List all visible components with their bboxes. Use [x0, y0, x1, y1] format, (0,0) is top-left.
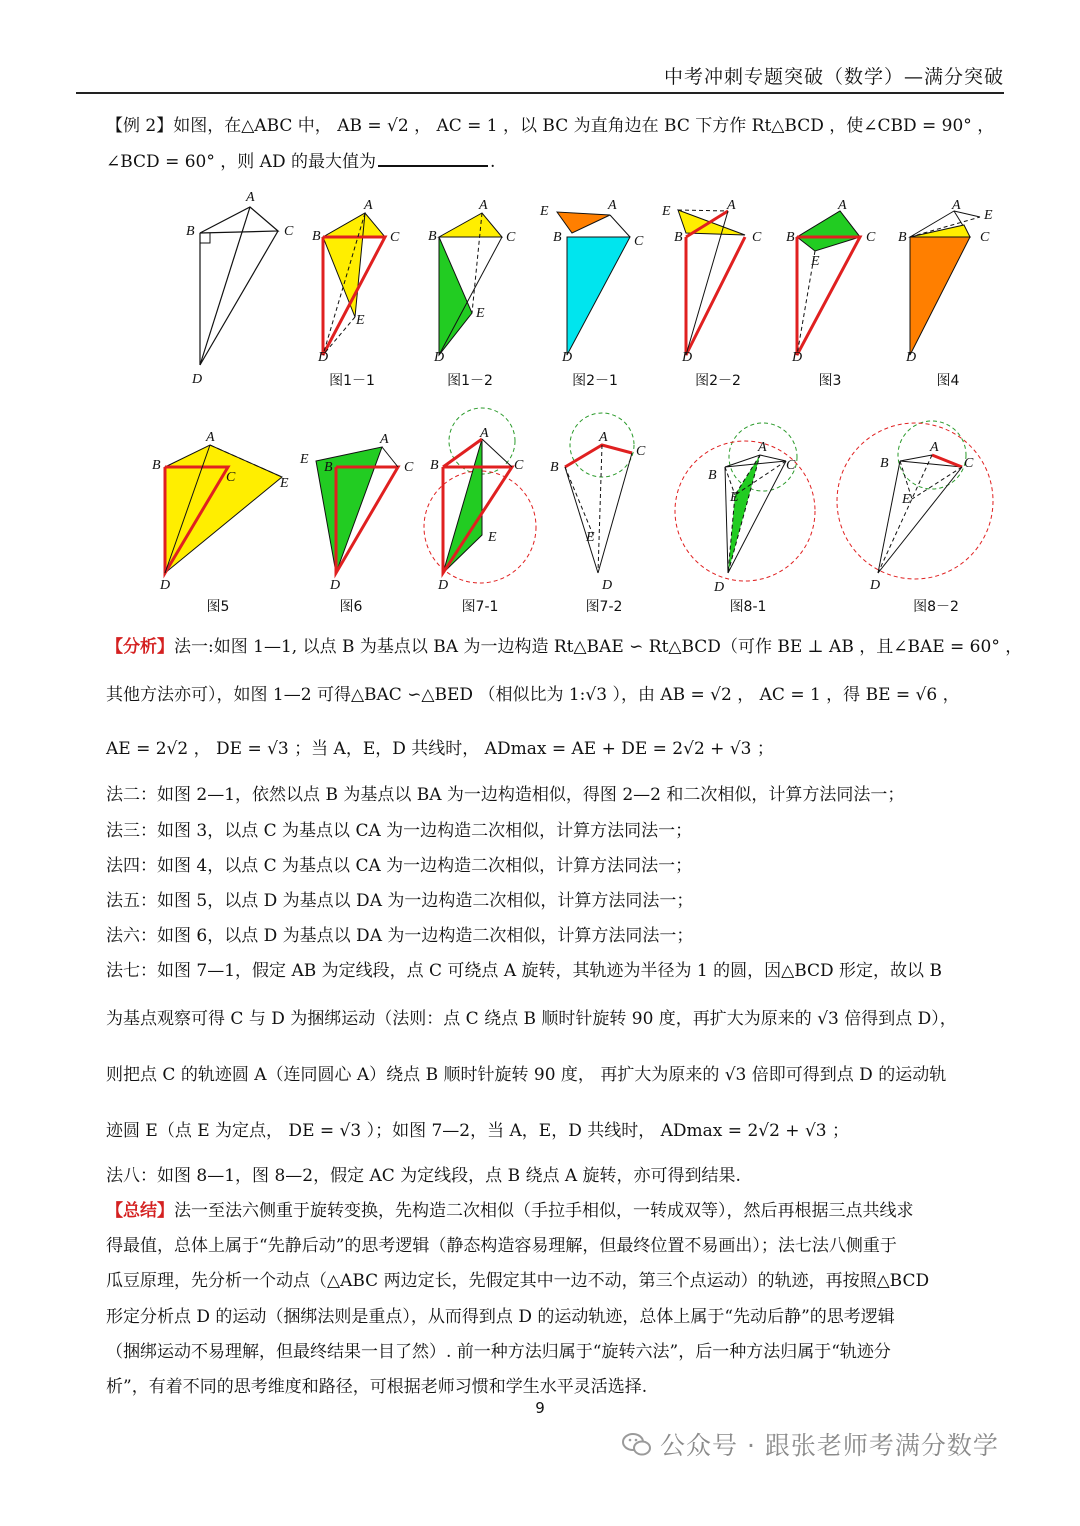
figure-8-2 [837, 421, 993, 593]
svg-text:E: E [280, 476, 289, 491]
svg-text:A: A [838, 198, 847, 213]
analysis-text-1: 法一:如图 1—1, 以点 B 为基点以 BA 为一边构造 Rt△BAE ∽ Rt△BCD（可作 BE ⊥ AB ，且∠BAE = 60° ， [174, 637, 1023, 657]
analysis-line-4: 法二：如图 2—1，依然以点 B 为基点以 BA 为一边构造相似，得图 2—2 和二次相似，计算方法同法一； [106, 785, 905, 805]
analysis-line-10: 为基点观察可得 C 与 D 为捆绑运动（法则：点 C 绕点 B 顺时针旋转 90 度，再扩大为原来的 √3 倍得到点 D）， [106, 1009, 957, 1029]
caption-7-2: 图7-2 [585, 599, 623, 615]
svg-text:A: A [206, 430, 215, 445]
svg-text:B: B [786, 230, 795, 245]
svg-text:D: D [870, 578, 881, 593]
svg-text:A: A [246, 190, 255, 205]
analysis-line-13: 法八：如图 8—1，图 8—2，假定 AC 为定线段，点 B 绕点 A 旋转，亦可得到结果. [106, 1166, 741, 1186]
summary-line-4: 形定分析点 D 的运动（捆绑法则是重点），从而得到点 D 的运动轨迹，总体上属于“先动后静”的思考逻辑 [106, 1307, 895, 1327]
svg-text:E: E [476, 306, 485, 321]
summary-line-5: （捆绑运动不易理解，但最终结果一目了然）. 前一种方法归属于“旋转六法”，后一种方法归属于“轨迹分 [106, 1342, 891, 1362]
figure-5 [152, 430, 289, 593]
svg-text:B: B [550, 460, 559, 475]
caption-3: 图3 [818, 373, 842, 389]
svg-text:D: D [792, 350, 803, 365]
svg-text:D: D [192, 372, 203, 387]
svg-text:C: C [284, 224, 294, 239]
analysis-line-1 [106, 636, 1023, 658]
svg-text:E: E [730, 490, 739, 505]
analysis-line-7: 法五：如图 5，以点 D 为基点以 DA 为一边构造二次相似，计算方法同法一； [106, 891, 694, 911]
svg-text:C: C [964, 456, 974, 471]
svg-text:C: C [980, 230, 990, 245]
svg-text:B: B [430, 458, 439, 473]
answer-blank [378, 149, 488, 167]
svg-text:B: B [428, 229, 437, 244]
svg-text:B: B [186, 224, 195, 239]
svg-text:C: C [390, 230, 400, 245]
figure-1-1 [312, 198, 400, 365]
caption-2-1: 图2－1 [572, 373, 618, 389]
svg-text:B: B [674, 230, 683, 245]
svg-text:A: A [599, 430, 608, 445]
svg-text:A: A [727, 198, 736, 213]
svg-text:B: B [312, 229, 321, 244]
analysis-line-8: 法六：如图 6，以点 D 为基点以 DA 为一边构造二次相似，计算方法同法一； [106, 926, 694, 946]
svg-text:A: A [930, 440, 939, 455]
example-question: ∠BCD = 60° ，则 AD 的最大值为 [106, 152, 376, 172]
figure-1-2 [428, 198, 516, 365]
svg-text:E: E [902, 492, 911, 507]
example-question-end: . [490, 152, 496, 172]
svg-text:D: D [602, 578, 613, 593]
figure-6 [299, 432, 414, 593]
example-line-2 [106, 149, 1010, 173]
svg-text:B: B [708, 468, 717, 483]
svg-text:A: A [758, 440, 767, 455]
analysis-line-6: 法四：如图 4，以点 C 为基点以 CA 为一边构造二次相似，计算方法同法一； [106, 856, 693, 876]
summary-line-1 [106, 1200, 1010, 1222]
svg-text:C: C [634, 234, 644, 249]
svg-text:C: C [404, 460, 414, 475]
svg-text:E: E [540, 204, 549, 219]
caption-6: 图6 [339, 599, 363, 615]
svg-text:D: D [906, 350, 917, 365]
summary-text-1: 法一至法六侧重于旋转变换，先构造二次相似（手拉手相似，一转成双等），然后再根据三点共线求 [174, 1201, 914, 1221]
caption-8-1: 图8-1 [729, 599, 767, 615]
caption-4: 图4 [936, 373, 960, 389]
svg-text:C: C [636, 444, 646, 459]
svg-text:E: E [356, 313, 365, 328]
summary-line-3: 瓜豆原理，先分析一个动点（△ABC 两边定长，先假定其中一边不动，第三个点运动）的轨迹，再按照△BCD [106, 1271, 930, 1291]
caption-5: 图5 [206, 599, 230, 615]
svg-text:D: D [160, 578, 171, 593]
figure-4 [898, 198, 993, 365]
svg-text:D: D [682, 350, 693, 365]
svg-text:C: C [752, 230, 762, 245]
figure-8-1 [675, 423, 815, 595]
svg-text:A: A [364, 198, 373, 213]
figure-2-2 [661, 198, 762, 365]
svg-text:E: E [811, 254, 820, 269]
svg-text:C: C [866, 230, 876, 245]
figures-row-2 [140, 405, 1010, 595]
caption-8-2: 图8－2 [913, 599, 959, 615]
svg-text:C: C [226, 470, 236, 485]
svg-text:D: D [330, 578, 341, 593]
svg-text:E: E [984, 208, 993, 223]
analysis-line-12: 迹圆 E（点 E 为定点， DE = √3 ）；如图 7—2，当 A，E，D 共线时， ADmax = 2√2 + √3 ； [106, 1121, 850, 1141]
svg-text:C: C [786, 458, 796, 473]
analysis-tag: 【分析】 [106, 637, 174, 657]
caption-2-2: 图2－2 [695, 373, 741, 389]
svg-text:A: A [608, 198, 617, 213]
svg-text:C: C [514, 458, 524, 473]
summary-tag: 【总结】 [106, 1201, 174, 1221]
summary-line-2: 得最值，总体上属于“先静后动”的思考逻辑（静态构造容易理解，但最终位置不易画出）；法七法八侧重于 [106, 1236, 897, 1256]
svg-text:B: B [324, 460, 333, 475]
figures-row-1 [180, 185, 1010, 390]
svg-text:D: D [434, 350, 445, 365]
svg-text:B: B [898, 230, 907, 245]
svg-text:B: B [880, 456, 889, 471]
figure-7-2 [550, 413, 646, 593]
svg-text:C: C [506, 230, 516, 245]
analysis-line-5: 法三：如图 3，以点 C 为基点以 CA 为一边构造二次相似，计算方法同法一； [106, 821, 693, 841]
analysis-line-9: 法七：如图 7—1，假定 AB 为定线段，点 C 可绕点 A 旋转，其轨迹为半径为 1 的圆，因△BCD 形定，故以 B [106, 961, 942, 981]
svg-text:E: E [488, 530, 497, 545]
svg-text:D: D [318, 350, 329, 365]
figure-2-1 [539, 198, 644, 365]
analysis-line-3: AE = 2√2 ， DE = √3 ；当 A，E，D 共线时， ADmax = AE + DE = 2√2 + √3 ； [106, 739, 774, 759]
watermark-text: 公众号 · 跟张老师考满分数学 [660, 1431, 999, 1460]
figure-3 [786, 198, 876, 365]
svg-text:D: D [438, 578, 449, 593]
wechat-icon [622, 1432, 652, 1458]
summary-line-6: 析”，有着不同的思考维度和路径，可根据老师习惯和学生水平灵活选择. [106, 1377, 648, 1397]
figure-7-1 [424, 408, 536, 593]
analysis-line-2: 其他方法亦可），如图 1—2 可得△BAC ∽△BED （相似比为 1:√3 ），由 AB = √2 ， AC = 1 ，得 BE = √6 ， [106, 685, 960, 705]
svg-text:A: A [479, 198, 488, 213]
svg-text:B: B [553, 230, 562, 245]
caption-7-1: 图7-1 [461, 599, 499, 615]
svg-text:D: D [714, 580, 725, 595]
page-number: 9 [535, 1399, 545, 1417]
svg-text:E: E [662, 204, 671, 219]
svg-text:A: A [380, 432, 389, 447]
svg-text:B: B [152, 458, 161, 473]
figure-original [186, 190, 294, 387]
caption-1-1: 图1－1 [329, 373, 375, 389]
header-title: 中考冲刺专题突破（数学）—满分突破 [663, 66, 1004, 88]
page-header [76, 62, 1004, 94]
caption-1-2: 图1－2 [447, 373, 493, 389]
svg-text:A: A [952, 198, 961, 213]
example-line-1: 【例 2】如图，在△ABC 中， AB = √2 ， AC = 1 ，以 BC 为直角边在 BC 下方作 Rt△BCD ，使∠CBD = 90° ， [106, 116, 995, 136]
analysis-line-11: 则把点 C 的轨迹圆 A（连同圆心 A）绕点 B 顺时针旋转 90 度， 再扩大为原来的 √3 倍即可得到点 D 的运动轨 [106, 1065, 947, 1085]
svg-text:E: E [586, 530, 595, 545]
svg-text:A: A [480, 426, 489, 441]
svg-text:E: E [300, 452, 309, 467]
svg-text:D: D [562, 350, 573, 365]
